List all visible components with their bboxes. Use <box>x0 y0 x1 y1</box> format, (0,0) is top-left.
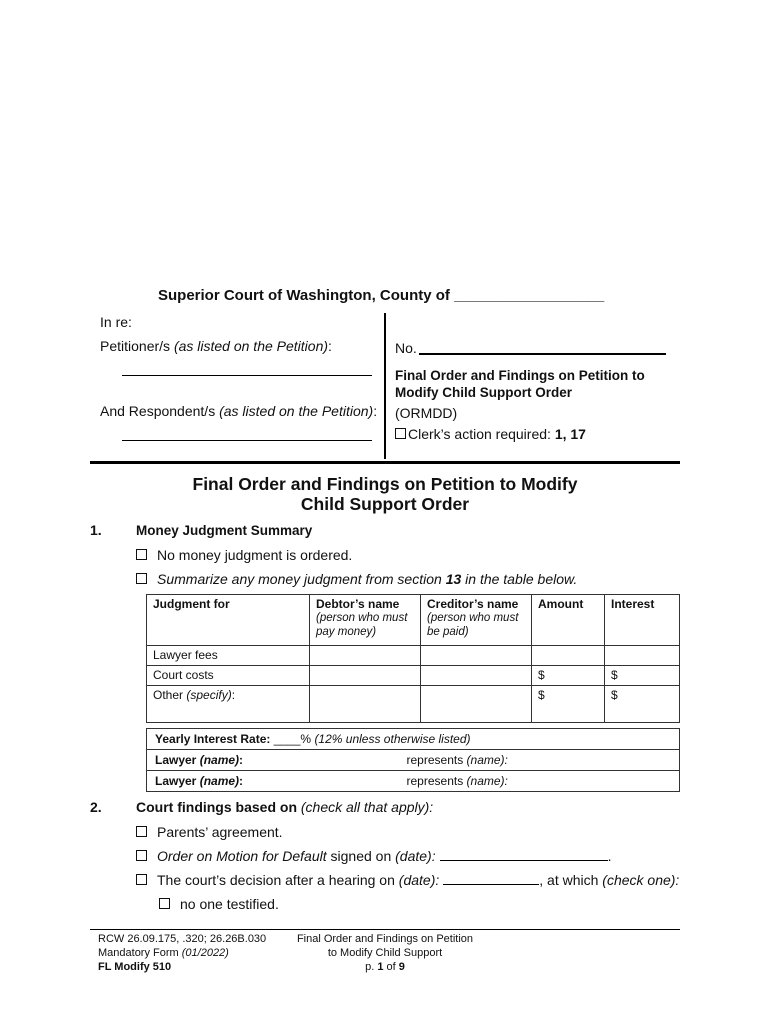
cell[interactable] <box>310 666 421 686</box>
default-order-checkbox[interactable] <box>136 850 147 861</box>
parents-agreement-text: Parents’ agreement. <box>157 824 283 840</box>
footer-page <box>290 960 480 974</box>
clerk-action <box>395 426 586 442</box>
interest-cell[interactable]: $ <box>605 686 680 723</box>
clerk-action-text: Clerk’s action required: <box>408 426 555 442</box>
lawyer-colon: : <box>239 774 244 788</box>
yearly-rate-note: (12% unless otherwise listed) <box>314 732 471 746</box>
header-judgment-for: Judgment for <box>147 595 310 646</box>
hearing-check-one: (check one): <box>602 872 680 888</box>
cell[interactable] <box>421 686 532 723</box>
petitioner-label-text: Petitioner/s <box>100 338 174 354</box>
hearing-option <box>136 872 679 888</box>
other-colon: : <box>231 688 236 702</box>
page-total: 9 <box>398 961 405 973</box>
lawyer-row-1[interactable] <box>147 750 680 771</box>
no-one-testified-option <box>159 896 279 912</box>
lawyer-row-2[interactable] <box>147 771 680 792</box>
cell[interactable] <box>421 646 532 666</box>
respondent-colon: : <box>373 403 378 419</box>
header-creditor <box>421 595 532 646</box>
parents-agreement-option <box>136 824 283 840</box>
judgment-table <box>146 594 680 723</box>
creditor-label: Creditor’s name <box>427 597 519 611</box>
section2-heading-text: Court findings based on <box>136 799 301 815</box>
section1-heading: Money Judgment Summary <box>136 523 313 538</box>
respondent-label-text: And Respondent/s <box>100 403 220 419</box>
lawyer-label: Lawyer <box>155 753 200 767</box>
respondent-note: (as listed on the Petition) <box>219 403 374 419</box>
cell[interactable] <box>421 666 532 686</box>
page-p: p. <box>365 961 378 973</box>
represents-name: (name): <box>466 753 508 767</box>
footer-mandatory <box>98 946 266 960</box>
case-number-label: No. <box>395 340 417 356</box>
petitioner-colon: : <box>328 338 332 354</box>
footer-center <box>290 932 480 974</box>
debtor-label: Debtor’s name <box>316 597 400 611</box>
lawyer-name-note: (name) <box>199 774 240 788</box>
table-row <box>147 729 680 750</box>
summarize-section-ref: 13 <box>445 571 462 587</box>
hearing-checkbox[interactable] <box>136 874 147 885</box>
header-debtor <box>310 595 421 646</box>
default-signed-on: signed on <box>326 848 396 864</box>
caption-divider <box>384 313 386 459</box>
default-date-line[interactable] <box>440 849 608 861</box>
case-number-line[interactable] <box>419 353 666 355</box>
no-one-testified-text: no one testified. <box>180 896 279 912</box>
table-row <box>147 686 680 723</box>
cell[interactable] <box>605 646 680 666</box>
cell[interactable] <box>310 646 421 666</box>
interest-lawyer-table <box>146 728 680 792</box>
clerk-sections: 1, 17 <box>554 426 586 442</box>
header-amount: Amount <box>532 595 605 646</box>
clerk-checkbox[interactable] <box>395 428 406 439</box>
row-court-costs: Court costs <box>147 666 310 686</box>
summarize-text-a: Summarize any money judgment from section <box>157 571 446 587</box>
document-title-line2: Child Support Order <box>300 494 470 514</box>
respondent-name-line[interactable] <box>122 440 372 441</box>
yearly-rate-value: ____% <box>273 732 315 746</box>
footer-date: (01/2022) <box>181 947 229 959</box>
no-judgment-option <box>136 547 352 563</box>
petitioner-label <box>100 338 332 354</box>
lawyer-colon: : <box>239 753 244 767</box>
lawyer-name-note: (name) <box>199 753 240 767</box>
default-order-option <box>136 848 612 864</box>
cell[interactable] <box>310 686 421 723</box>
footer-mandatory-text: Mandatory Form <box>98 947 182 959</box>
represents-2 <box>407 774 508 788</box>
no-one-testified-checkbox[interactable] <box>159 898 170 909</box>
represents-text: represents <box>406 753 467 767</box>
creditor-note: (person who must be paid) <box>427 612 519 638</box>
interest-cell[interactable]: $ <box>605 666 680 686</box>
amount-cell[interactable]: $ <box>532 666 605 686</box>
no-judgment-text: No money judgment is ordered. <box>157 547 353 563</box>
represents-text: represents <box>406 774 467 788</box>
no-judgment-checkbox[interactable] <box>136 549 147 560</box>
footer-center-line2: to Modify Child Support <box>327 947 443 959</box>
table-row <box>147 666 680 686</box>
hearing-at-which: , at which <box>539 872 603 888</box>
section2-heading-note: (check all that apply): <box>300 799 434 815</box>
respondent-label <box>100 403 377 419</box>
hearing-date-label: (date): <box>398 872 440 888</box>
default-period: . <box>607 848 612 864</box>
petitioner-note: (as listed on the Petition) <box>173 338 329 354</box>
footer-center-line1: Final Order and Findings on Petition <box>296 933 474 945</box>
petitioner-name-line[interactable] <box>122 375 372 376</box>
document-title-line1: Final Order and Findings on Petition to Modify <box>192 474 578 494</box>
page-number: 1 <box>377 961 384 973</box>
row-lawyer-fees: Lawyer fees <box>147 646 310 666</box>
cell[interactable] <box>532 646 605 666</box>
table-row <box>147 750 680 771</box>
hearing-date-line[interactable] <box>443 873 539 885</box>
section2-number: 2. <box>90 799 102 815</box>
section2-heading <box>136 799 433 815</box>
footer-rcw: RCW 26.09.175, .320; 26.26B.030 <box>98 933 267 945</box>
table-row <box>147 646 680 666</box>
header-interest: Interest <box>605 595 680 646</box>
in-re-label: In re: <box>100 314 132 330</box>
lawyer-label: Lawyer <box>155 774 200 788</box>
amount-cell[interactable]: $ <box>532 686 605 723</box>
footer-rule <box>90 929 680 930</box>
row-other <box>147 686 310 723</box>
caption-bottom-rule <box>90 461 680 464</box>
section1-number: 1. <box>90 522 102 538</box>
page-of: of <box>383 961 399 973</box>
represents-name: (name): <box>466 774 508 788</box>
form-title-line1: Final Order and Findings on Petition to <box>395 368 645 383</box>
parents-agreement-checkbox[interactable] <box>136 826 147 837</box>
table-header-row <box>147 595 680 646</box>
hearing-text: The court’s decision after a hearing on <box>157 872 399 888</box>
default-order-text: Order on Motion for Default <box>157 848 327 864</box>
represents-1 <box>407 753 508 767</box>
court-heading: Superior Court of Washington, County of __________________ <box>158 287 605 304</box>
table-row <box>147 771 680 792</box>
form-title-line2: Modify Child Support Order <box>395 385 572 400</box>
form-code: (ORMDD) <box>395 405 458 421</box>
yearly-rate-cell[interactable] <box>147 729 680 750</box>
summarize-judgment-checkbox[interactable] <box>136 573 147 584</box>
footer-form-id: FL Modify 510 <box>98 961 172 973</box>
other-label: Other <box>153 688 187 702</box>
summarize-judgment-option <box>136 571 577 587</box>
footer-left <box>98 932 266 974</box>
other-note: (specify) <box>186 688 232 702</box>
summarize-text-c: in the table below. <box>461 571 578 587</box>
default-date-label: (date): <box>395 848 436 864</box>
yearly-rate-label: Yearly Interest Rate: <box>155 732 274 746</box>
debtor-note: (person who must pay money) <box>316 612 408 638</box>
